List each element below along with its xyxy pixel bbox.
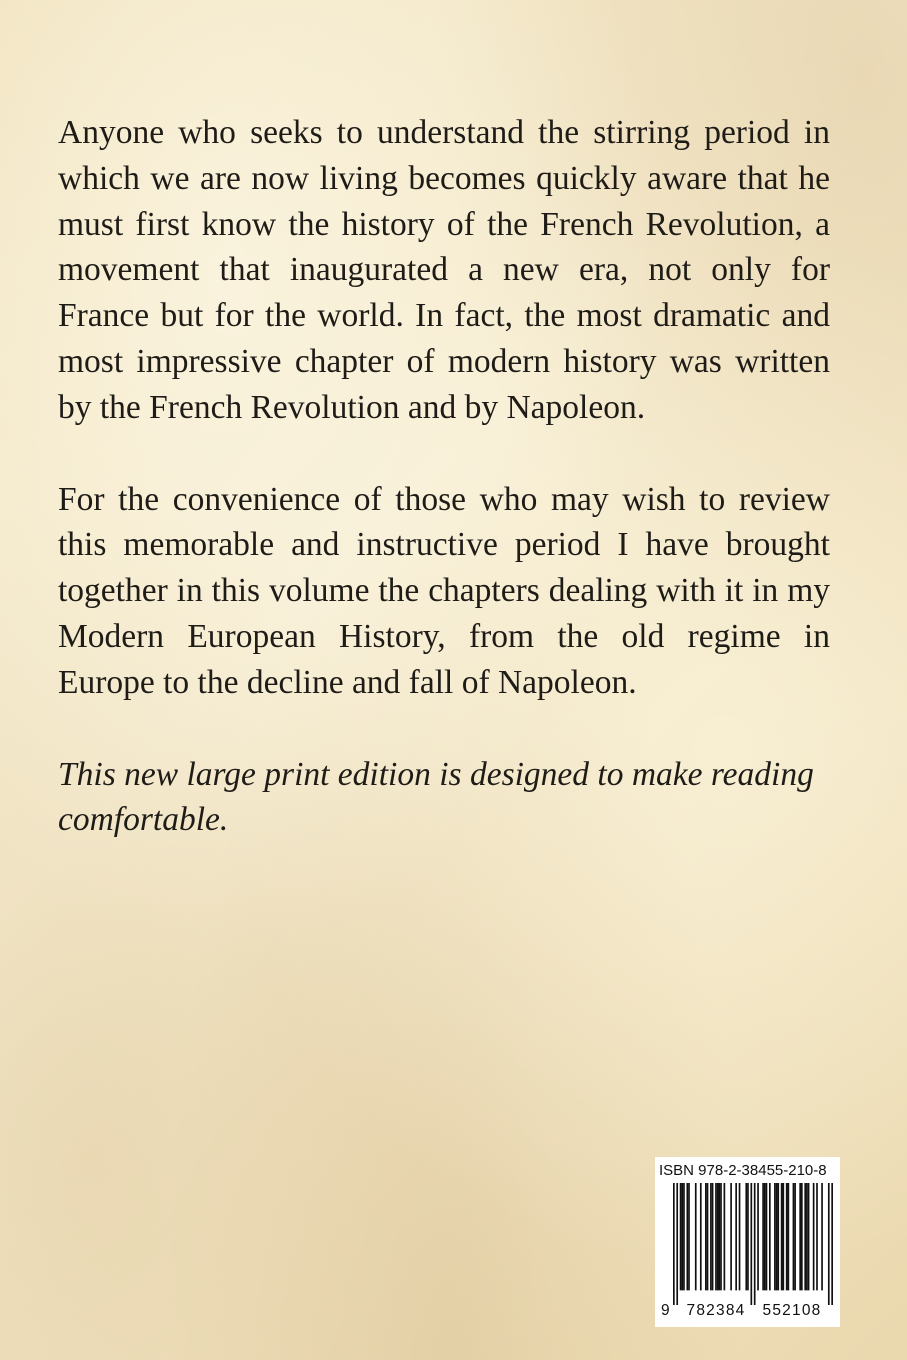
barcode-bar	[777, 1183, 779, 1290]
barcode-bar	[806, 1183, 808, 1290]
barcode-bar	[735, 1183, 737, 1290]
barcode-bar	[700, 1183, 702, 1290]
barcode-bar	[786, 1183, 788, 1290]
barcode-bar	[695, 1183, 697, 1290]
barcode-digits	[659, 1300, 837, 1322]
barcode-bar	[710, 1183, 712, 1290]
barcode-guard-bar	[828, 1183, 830, 1305]
barcode-bar	[747, 1183, 749, 1290]
barcode-bar	[712, 1183, 714, 1290]
barcode-bar	[683, 1183, 685, 1290]
barcode-digits-right: 552108	[762, 1302, 822, 1319]
barcode-bars	[673, 1183, 833, 1305]
barcode-digit-first: 9	[661, 1302, 670, 1319]
barcode-bar	[799, 1183, 801, 1290]
barcode-bar	[745, 1183, 747, 1290]
blurb-text	[58, 110, 830, 889]
barcode-guard-bar	[750, 1183, 752, 1305]
barcode-bar	[801, 1183, 803, 1290]
edition-note: This new large print edition is designed to make reading comfortable.	[58, 755, 814, 839]
barcode-bar	[718, 1183, 720, 1290]
blurb-paragraph-2: For the convenience of those who may wish to review this memorable and instructive period I have brought together in this volume the chapters dealing with it in my Modern European History, from the old regime in Europe to the decline and fall of Napoleon.	[58, 480, 830, 701]
barcode-bar	[821, 1183, 823, 1290]
barcode-bar	[782, 1183, 784, 1290]
barcode-bar	[781, 1183, 783, 1290]
barcode-bar	[715, 1183, 717, 1290]
barcode-guard-bar	[831, 1183, 833, 1305]
barcode-bar	[762, 1183, 764, 1290]
barcode-guard-bar	[754, 1183, 756, 1305]
barcode-bar	[730, 1183, 732, 1290]
isbn-barcode	[655, 1157, 840, 1327]
barcode-bar	[794, 1183, 796, 1290]
barcode-bar	[757, 1183, 759, 1290]
barcode-bar	[688, 1183, 690, 1290]
barcode-bar	[681, 1183, 683, 1290]
barcode-bar	[717, 1183, 719, 1290]
barcode-bar	[813, 1183, 815, 1290]
barcode-guard-bar	[676, 1183, 678, 1305]
barcode-bar	[705, 1183, 707, 1290]
barcode-bar	[808, 1183, 810, 1290]
barcode-guard-bar	[673, 1183, 675, 1305]
barcode-bar	[720, 1183, 722, 1290]
isbn-label: ISBN 978-2-38455-210-8	[659, 1162, 827, 1179]
barcode-bar	[804, 1183, 806, 1290]
barcode-bar	[788, 1183, 790, 1290]
barcode-bar	[793, 1183, 795, 1290]
blurb-paragraph-1: Anyone who seeks to understand the stirring period in which we are now living becomes quickly aware that he must first know the history of the French Revolution, a movement that inaugurated a new era, not only for France but for the world. In fact, the most dramatic and most impressive chapter of modern history was written by the French Revolution and by Napoleon.	[58, 114, 830, 426]
barcode-bar	[707, 1183, 709, 1290]
barcode-bar	[776, 1183, 778, 1290]
barcode-bar	[816, 1183, 818, 1290]
barcode-bar	[724, 1183, 726, 1290]
barcode-bar	[769, 1183, 771, 1290]
barcode-bar	[774, 1183, 776, 1290]
barcode-digits-left: 782384	[686, 1302, 746, 1319]
barcode-bar	[766, 1183, 768, 1290]
barcode-bar	[686, 1183, 688, 1290]
barcode-bar	[680, 1183, 682, 1290]
barcode-bar	[764, 1183, 766, 1290]
barcode-bar	[739, 1183, 741, 1290]
